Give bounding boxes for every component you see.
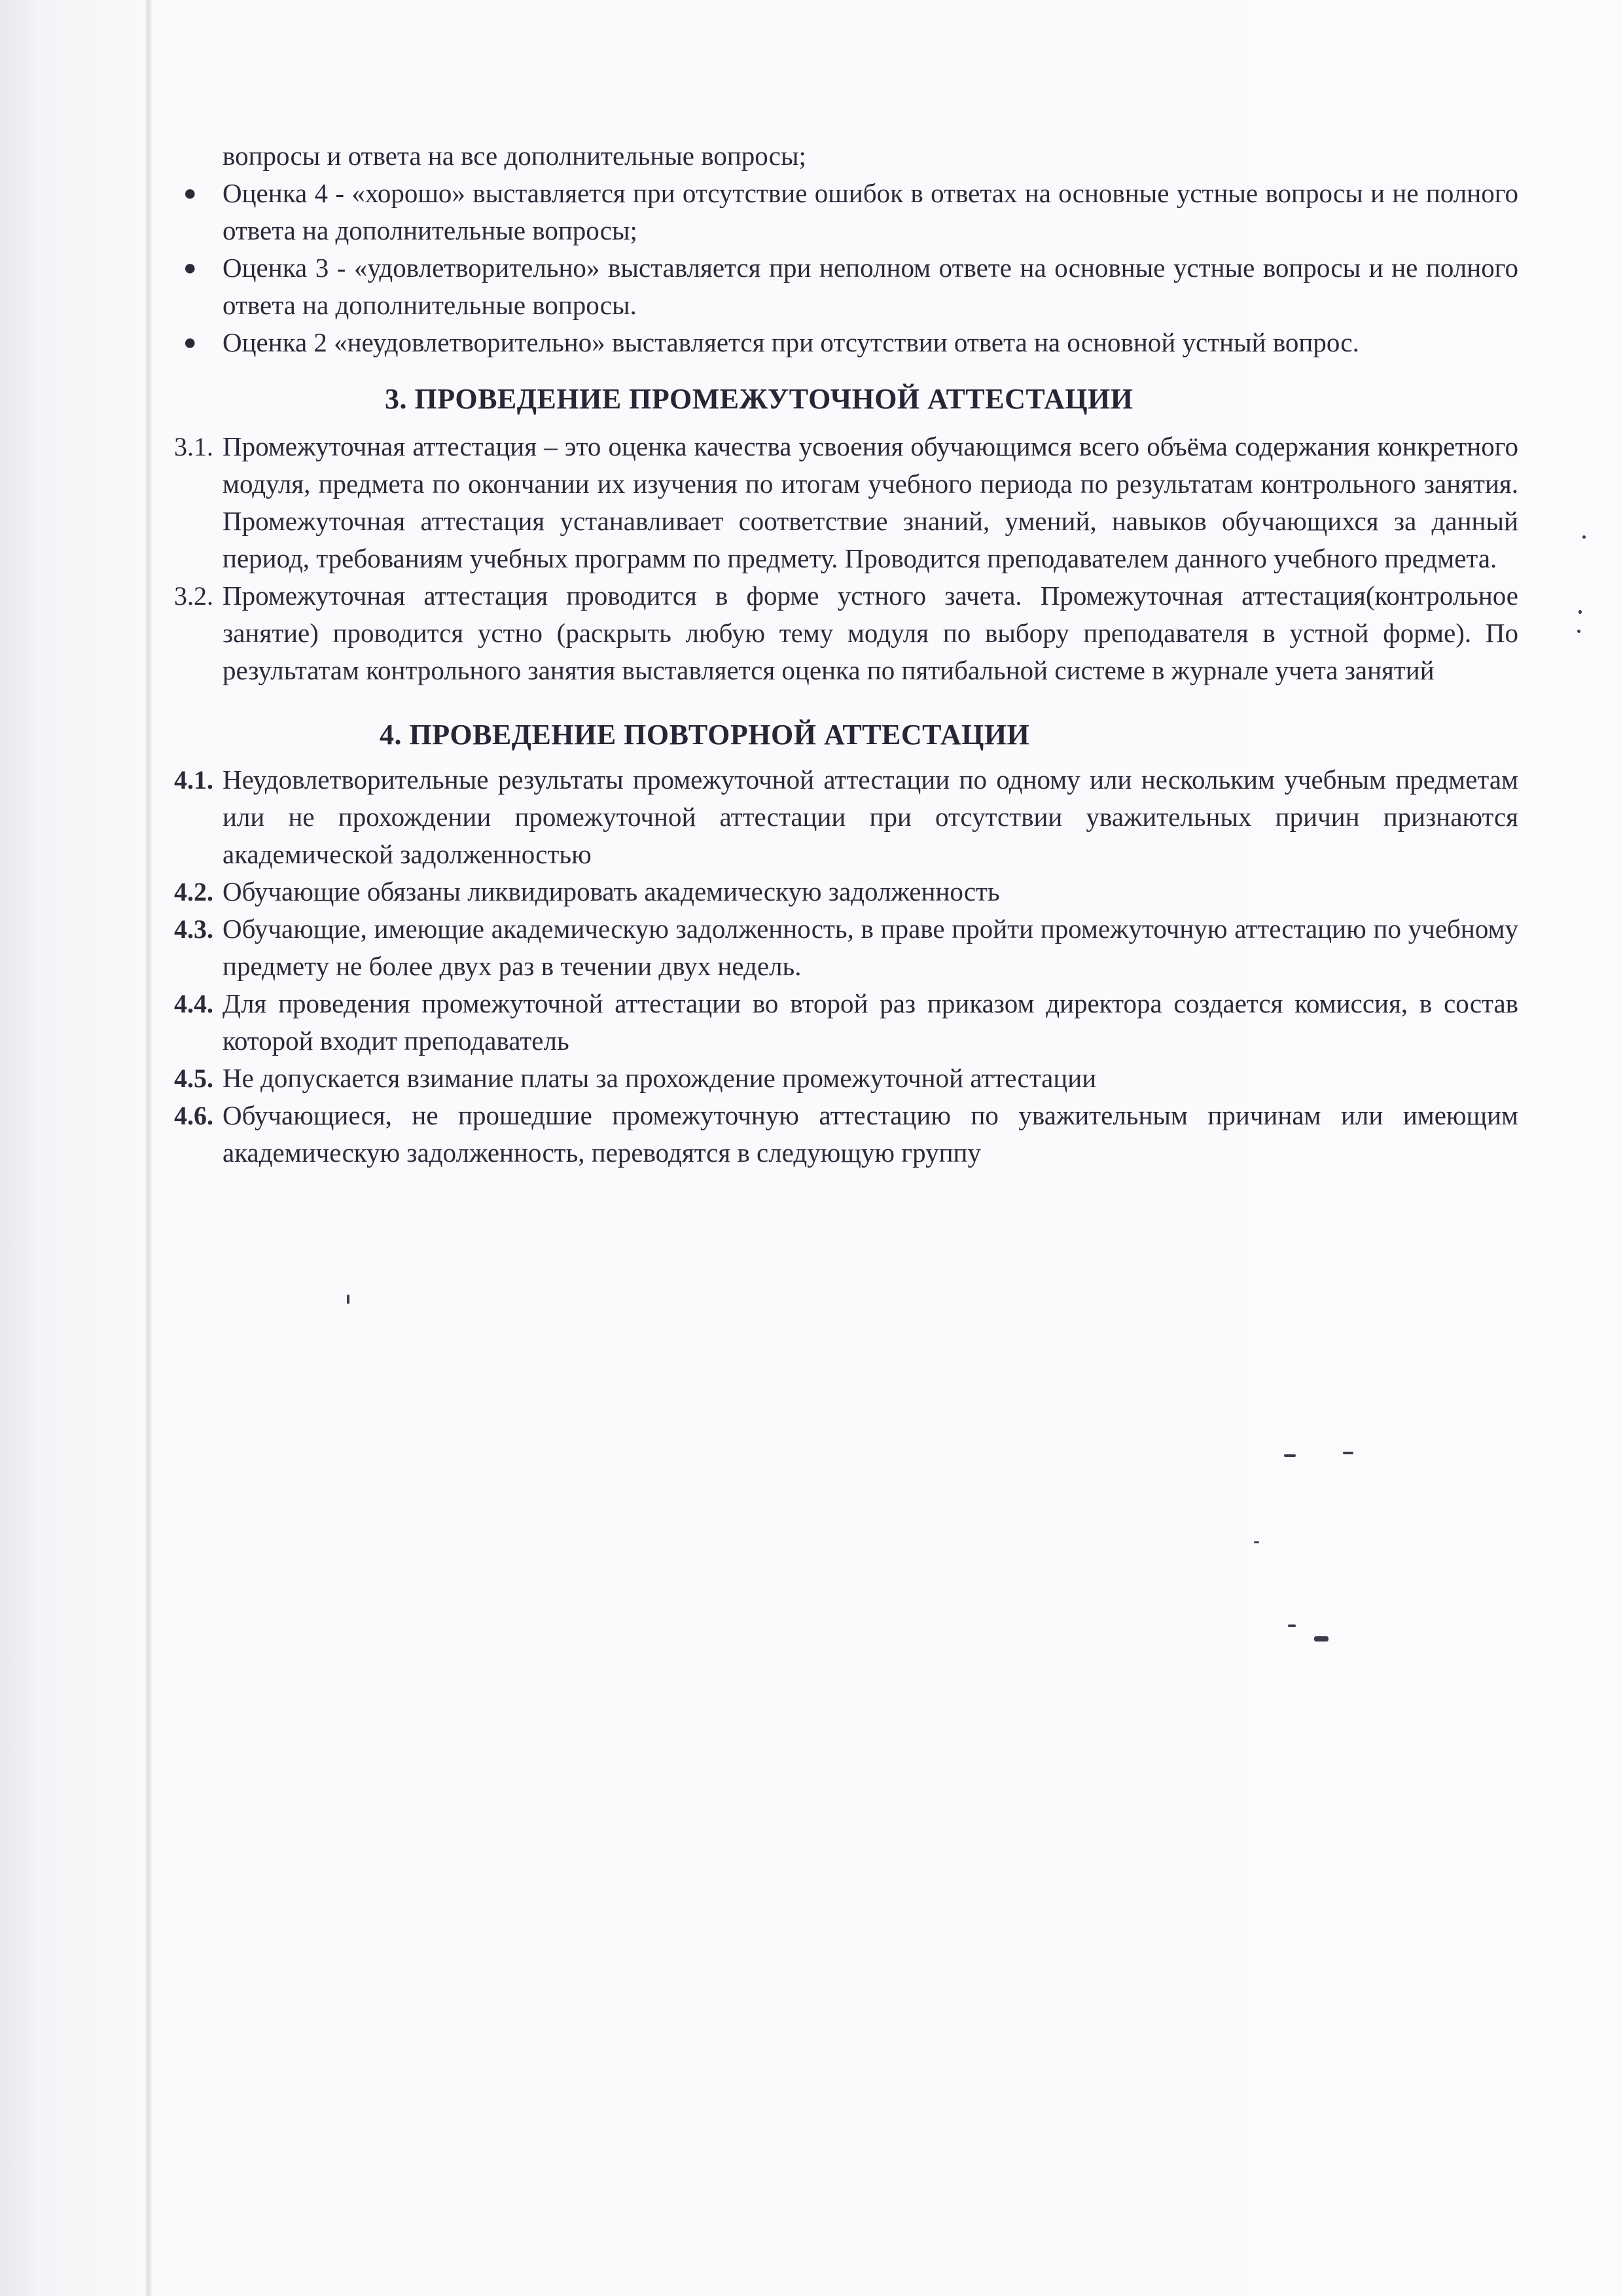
page-fold-shadow [145, 0, 152, 2296]
bullet-icon: ● [183, 331, 197, 355]
section-item-number: 4.1. [174, 765, 213, 795]
grading-item [183, 324, 1518, 361]
grading-item-text: Оценка 2 «неудовлетворительно» выставляется при отсутствии ответа на основной устный вопрос. [223, 327, 1359, 357]
section-item-text: Неудовлетворительные результаты промежуточной аттестации по одному или нескольким учебным предметам или не прохождении промежуточной аттестации при отсутствии уважительных причин признаются академической задолженностью [223, 764, 1518, 869]
intro-continuation: вопросы и ответа на все дополнительные вопросы; [223, 141, 806, 171]
grading-list [183, 175, 1518, 361]
scan-speck [1288, 1624, 1296, 1627]
section-item-number: 4.4. [174, 989, 213, 1018]
section-3-list [174, 428, 1518, 689]
section-item-text: Для проведения промежуточной аттестации во второй раз приказом директора создается комиссия, в состав которой входит преподаватель [223, 988, 1518, 1056]
scan-speck [1582, 535, 1586, 539]
grading-item-text: Оценка 3 - «удовлетворительно» выставляется при неполном ответе на основные устные вопросы и не полного ответа на дополнительные вопросы. [223, 253, 1518, 320]
section-item-number: 4.3. [174, 914, 213, 944]
scan-speck [1343, 1452, 1353, 1454]
section-item-number: 4.2. [174, 877, 213, 906]
section-item [174, 910, 1518, 985]
section-item-text: Обучающие, имеющие академическую задолженность, в праве пройти промежуточную аттестацию по учебному предмету не более двух раз в течении двух недель. [223, 914, 1518, 981]
section-item-number: 4.5. [174, 1064, 213, 1093]
scan-speck [1577, 630, 1580, 633]
scan-speck [1578, 610, 1582, 614]
document-body [174, 137, 1518, 1172]
scan-speck [1254, 1541, 1259, 1543]
section-item-number: 3.1. [174, 432, 213, 461]
section-item-text: Промежуточная аттестация проводится в форме устного зачета. Промежуточная аттестация(контрольное занятие) проводится устно (раскрыть любую тему модуля по выбору преподавателя в устной форме). По результатам контрольного занятия выставляется оценка по пятибальной системе в журнале учета занятий [223, 581, 1518, 685]
section-item [174, 1097, 1518, 1172]
section-item [174, 985, 1518, 1060]
section-4-list [174, 761, 1518, 1172]
section-item-text: Промежуточная аттестация – это оценка качества усвоения обучающимся всего объёма содержания конкретного модуля, предмета по окончании их изучения по итогам учебного периода по результатам контрольного занятия. Промежуточная аттестация устанавливает соответствие знаний, умений, навыков обучающихся за данный период, требованиям учебных программ по предмету. Проводится преподавателем данного учебного предмета. [223, 431, 1518, 573]
bullet-icon: ● [183, 181, 197, 206]
section-item [174, 1060, 1518, 1097]
section-item-text: Не допускается взимание платы за прохождение промежуточной аттестации [223, 1063, 1097, 1093]
section-item-number: 3.2. [174, 581, 213, 611]
section-item [174, 428, 1518, 577]
section-item-text: Обучающиеся, не прошедшие промежуточную аттестацию по уважительным причинам или имеющим академическую задолженность, переводятся в следующую группу [223, 1100, 1518, 1168]
section-4-heading: 4. ПРОВЕДЕНИЕ ПОВТОРНОЙ АТТЕСТАЦИИ [380, 719, 1030, 751]
scan-speck [1314, 1636, 1329, 1641]
scan-speck [1284, 1454, 1296, 1457]
section-item [174, 577, 1518, 689]
section-item [174, 873, 1518, 910]
grading-item [183, 249, 1518, 324]
section-item [174, 761, 1518, 873]
scan-speck [347, 1295, 349, 1304]
section-item-text: Обучающие обязаны ликвидировать академическую задолженность [223, 876, 1000, 906]
bullet-icon: ● [183, 256, 197, 280]
grading-item [183, 175, 1518, 249]
section-item-number: 4.6. [174, 1101, 213, 1130]
section-3-heading: 3. ПРОВЕДЕНИЕ ПРОМЕЖУТОЧНОЙ АТТЕСТАЦИИ [385, 383, 1133, 415]
grading-item-text: Оценка 4 - «хорошо» выставляется при отсутствие ошибок в ответах на основные устные вопросы и не полного ответа на дополнительные вопросы; [223, 178, 1518, 245]
